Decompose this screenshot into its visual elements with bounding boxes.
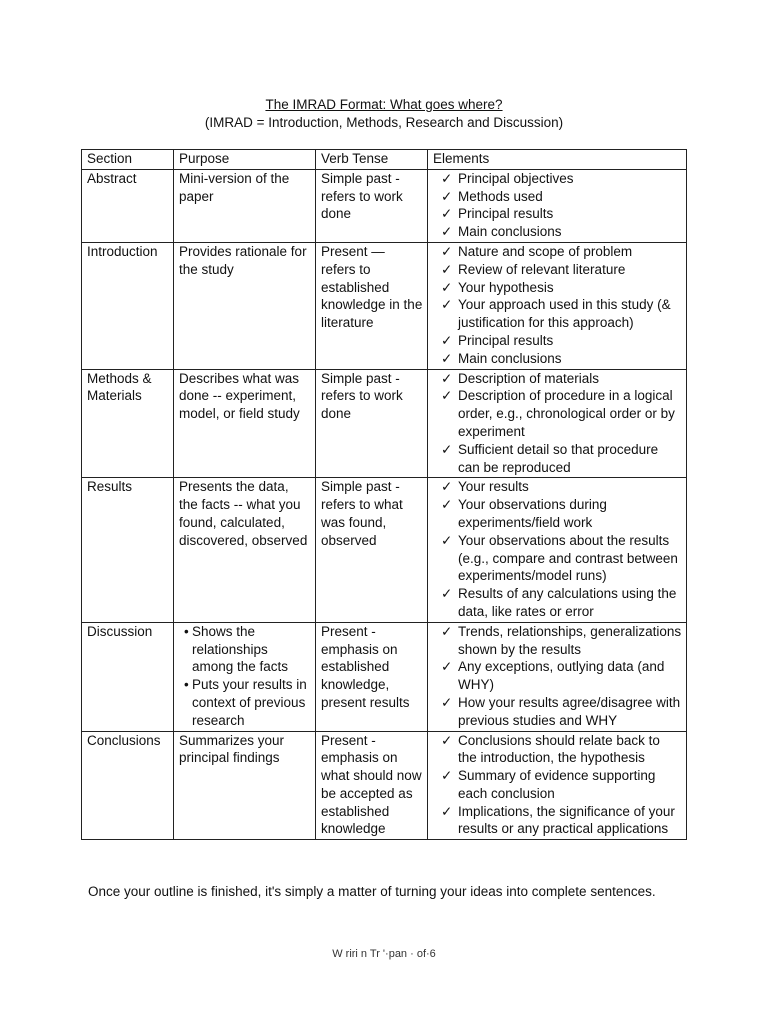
header-purpose: Purpose — [174, 150, 316, 170]
table-row — [82, 478, 687, 622]
checkmark-icon: ✓ — [441, 659, 453, 675]
element-text: Any exceptions, outlying data (and WHY) — [458, 659, 665, 693]
purpose-cell: Presents the data, the facts -- what you found, calculated, discovered, observed — [174, 478, 316, 622]
section-cell: Discussion — [82, 622, 174, 731]
element-text: Your hypothesis — [458, 279, 554, 295]
purpose-cell: Mini-version of the paper — [174, 169, 316, 242]
element-item — [433, 694, 682, 730]
element-text: Summary of evidence supporting each conclusion — [458, 768, 656, 801]
checkmark-icon: ✓ — [441, 224, 453, 240]
checkmark-icon: ✓ — [441, 243, 453, 259]
section-cell: Methods & Materials — [82, 369, 174, 478]
element-text: Main conclusions — [458, 350, 562, 366]
purpose-cell: Summarizes your principal findings — [174, 731, 316, 840]
verb-tense-cell: Present - emphasis on what should now be accepted as established knowledge — [316, 731, 428, 840]
element-text: Nature and scope of problem — [458, 243, 633, 259]
section-cell: Conclusions — [82, 731, 174, 840]
checkmark-icon: ✓ — [441, 803, 453, 819]
element-item — [433, 732, 682, 768]
checkmark-icon: ✓ — [441, 441, 453, 457]
element-text: Your results — [458, 479, 529, 495]
element-item — [433, 243, 682, 261]
header-verb-tense: Verb Tense — [316, 150, 428, 170]
imrad-table — [81, 149, 687, 840]
table-row — [82, 731, 687, 840]
table-row — [82, 242, 687, 369]
purpose-bullet-item — [179, 623, 311, 676]
verb-tense-cell: Simple past - refers to work done — [316, 169, 428, 242]
checkmark-icon: ✓ — [441, 497, 453, 513]
element-item — [433, 585, 682, 621]
element-text: Your observations during experiments/field work — [458, 497, 607, 530]
element-text: Principal results — [458, 332, 554, 348]
checkmark-icon: ✓ — [441, 623, 453, 639]
elements-cell — [428, 731, 687, 840]
verb-tense-cell: Present - emphasis on established knowledge, present results — [316, 622, 428, 731]
checkmark-icon: ✓ — [441, 297, 453, 313]
element-item — [433, 332, 682, 350]
table-header-row — [82, 150, 687, 170]
verb-tense-cell: Simple past - refers to what was found, observed — [316, 478, 428, 622]
element-item — [433, 496, 682, 532]
element-text: Your observations about the results (e.g., compare and contrast between experiments/model runs) — [458, 532, 678, 584]
element-text: Your approach used in this study (& justification for this approach) — [458, 297, 671, 331]
element-text: Review of relevant literature — [458, 261, 626, 277]
element-text: Sufficient detail so that procedure can be reproduced — [458, 441, 659, 475]
element-item — [433, 623, 682, 659]
checkmark-icon: ✓ — [441, 532, 453, 548]
element-item — [433, 441, 682, 477]
element-text: Conclusions should relate back to the introduction, the hypothesis — [458, 732, 660, 766]
element-item — [433, 478, 682, 496]
element-text: Main conclusions — [458, 224, 562, 240]
elements-cell — [428, 622, 687, 731]
header-elements: Elements — [428, 150, 687, 170]
checkmark-icon: ✓ — [441, 188, 453, 204]
element-text: Results of any calculations using the data, like rates or error — [458, 586, 677, 619]
element-text: Trends, relationships, generalizations shown by the results — [458, 623, 682, 657]
element-item — [433, 205, 682, 223]
page-footer: W riri n Tr '·pan · of·6 — [332, 948, 436, 960]
section-cell: Abstract — [82, 169, 174, 242]
closing-note: Once your outline is finished, it's simply a matter of turning your ideas into complete sentences. — [88, 884, 656, 899]
element-item — [433, 658, 682, 694]
purpose-text: Puts your results in context of previous research — [192, 677, 307, 728]
checkmark-icon: ✓ — [441, 388, 453, 404]
element-text: Methods used — [458, 188, 543, 204]
element-item — [433, 170, 682, 188]
element-item — [433, 188, 682, 206]
checkmark-icon: ✓ — [441, 479, 453, 495]
purpose-bullet-item — [179, 676, 311, 729]
section-cell: Results — [82, 478, 174, 622]
table-body — [82, 169, 687, 839]
checkmark-icon: ✓ — [441, 261, 453, 277]
element-item — [433, 767, 682, 803]
purpose-cell — [174, 622, 316, 731]
bullet-icon: • — [184, 623, 189, 639]
checkmark-icon: ✓ — [441, 170, 453, 186]
checkmark-icon: ✓ — [441, 768, 453, 784]
title-line-2: (IMRAD = Introduction, Methods, Research and Discussion) — [204, 115, 564, 130]
section-cell: Introduction — [82, 242, 174, 369]
element-item — [433, 532, 682, 585]
verb-tense-cell: Present — refers to established knowledge in the literature — [316, 242, 428, 369]
element-item — [433, 370, 682, 388]
element-text: Principal objectives — [458, 170, 574, 186]
checkmark-icon: ✓ — [441, 206, 453, 222]
verb-tense-cell: Simple past - refers to work done — [316, 369, 428, 478]
element-item — [433, 387, 682, 440]
table-row — [82, 622, 687, 731]
checkmark-icon: ✓ — [441, 732, 453, 748]
element-item — [433, 296, 682, 332]
document-title — [0, 96, 768, 132]
table-row — [82, 369, 687, 478]
purpose-cell: Describes what was done -- experiment, model, or field study — [174, 369, 316, 478]
element-text: Implications, the significance of your results or any practical applications — [458, 803, 675, 837]
title-line-1: The IMRAD Format: What goes where? — [265, 97, 503, 112]
checkmark-icon: ✓ — [441, 694, 453, 710]
elements-cell — [428, 169, 687, 242]
elements-cell — [428, 242, 687, 369]
element-text: Principal results — [458, 206, 554, 222]
element-text: Description of procedure in a logical order, e.g., chronological order or by experiment — [458, 388, 675, 439]
element-item — [433, 261, 682, 279]
element-text: How your results agree/disagree with previous studies and WHY — [458, 694, 681, 728]
checkmark-icon: ✓ — [441, 279, 453, 295]
bullet-icon: • — [184, 677, 189, 693]
checkmark-icon: ✓ — [441, 370, 453, 386]
element-item — [433, 279, 682, 297]
table-row — [82, 169, 687, 242]
checkmark-icon: ✓ — [441, 350, 453, 366]
checkmark-icon: ✓ — [441, 586, 453, 602]
header-section: Section — [82, 150, 174, 170]
elements-cell — [428, 478, 687, 622]
element-item — [433, 350, 682, 368]
element-item — [433, 803, 682, 839]
checkmark-icon: ✓ — [441, 332, 453, 348]
element-text: Description of materials — [458, 370, 600, 386]
element-item — [433, 223, 682, 241]
elements-cell — [428, 369, 687, 478]
purpose-text: Shows the relationships among the facts — [192, 623, 289, 675]
purpose-cell: Provides rationale for the study — [174, 242, 316, 369]
